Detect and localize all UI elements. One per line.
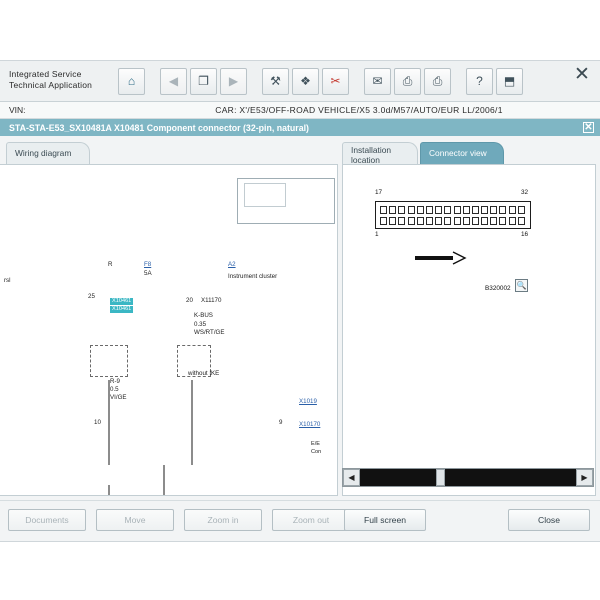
measure-icon: ⎙ (402, 73, 413, 88)
scrollbar-track[interactable] (360, 469, 576, 486)
minimize-button[interactable] (496, 68, 523, 95)
diagram-label-pin-9: 9 (279, 419, 283, 426)
pin (481, 217, 488, 225)
move-button[interactable]: Move (96, 509, 174, 531)
question-mark-icon: ? (476, 74, 483, 88)
diagram-label-ee: E/E (311, 441, 321, 447)
pin (509, 206, 516, 214)
pin (426, 217, 433, 225)
connector-view-horizontal-scrollbar[interactable] (342, 468, 594, 487)
diagram-label-instrument-cluster: Instrument cluster (228, 273, 278, 280)
envelope-icon: ✉ (372, 74, 383, 88)
wrench-icon: ⚒ (270, 74, 281, 88)
zoom-out-button[interactable]: Zoom out (272, 509, 350, 531)
zoom-in-button[interactable]: Zoom in (184, 509, 262, 531)
connector-pin-grid (375, 201, 531, 229)
car-description: CAR: X'/E53/OFF-ROAD VEHICLE/X5 3.0d/M57/AUTO/EUR LL/2006/1 (215, 105, 503, 115)
forward-icon: ▶ (228, 74, 239, 88)
diagram-label-f8[interactable]: F8 (144, 261, 152, 268)
back-icon: ◀ (168, 74, 179, 88)
document-title: STA-STA-E53_SX10481A X10481 Component connector (32-pin, natural) (9, 122, 309, 133)
tab-wiring-diagram[interactable] (6, 142, 90, 164)
app-title-line-1: Integrated Service (9, 69, 82, 79)
pin-number-top-left: 17 (375, 189, 383, 196)
connector-view-canvas[interactable] (342, 164, 596, 496)
footer-button-bar (0, 500, 600, 541)
pin (435, 206, 442, 214)
wiring-icon: ✂ (330, 74, 341, 88)
vehicle-info-bar (0, 102, 600, 119)
measure-button[interactable] (394, 68, 421, 95)
pin (472, 217, 479, 225)
diagram-label-5a: 5A (144, 270, 152, 277)
pin (398, 217, 405, 225)
document-title-bar (0, 119, 600, 136)
mail-button[interactable] (364, 68, 391, 95)
app-title-line-2: Technical Application (9, 80, 93, 90)
diagram-label-con: Con (311, 449, 322, 455)
pin (518, 206, 525, 214)
back-button[interactable] (160, 68, 187, 95)
pin (426, 206, 433, 214)
left-tab-row (0, 136, 338, 164)
wiring-diagram-pane (0, 136, 338, 518)
close-icon: ✕ (574, 64, 590, 85)
pin (389, 206, 396, 214)
pin (417, 217, 424, 225)
vin-label: VIN: (9, 105, 26, 115)
diagram-label-r9: R-9 (110, 378, 120, 385)
tab-connector-view-label: Connector view (429, 148, 487, 158)
diagram-label-a2[interactable]: A2 (228, 261, 236, 268)
minimize-icon: ⬒ (503, 74, 516, 88)
diagram-label-x10170[interactable]: X10170 (299, 421, 321, 428)
connector-chip-x10461-a[interactable]: X10461 (112, 298, 132, 304)
diagram-label-pin-25: 25 (88, 293, 95, 300)
pin (472, 206, 479, 214)
tab-connector-view[interactable] (420, 142, 504, 164)
pin (509, 217, 516, 225)
printer-icon: ⎙ (432, 73, 443, 88)
pin (481, 206, 488, 214)
application-title (0, 61, 118, 101)
diagram-label-r9-color: VI/GE (110, 394, 127, 401)
documents-footer-button[interactable]: Documents (8, 509, 86, 531)
connector-view-pane (338, 136, 600, 518)
help-button[interactable] (466, 68, 493, 95)
connector-pin-row-bottom (380, 217, 525, 225)
tab-wiring-diagram-label: Wiring diagram (15, 148, 72, 158)
diagram-label-pin-10: 10 (94, 419, 101, 426)
pin (444, 217, 451, 225)
scroll-right-arrow-icon[interactable]: ▶ (576, 469, 593, 486)
pin (435, 217, 442, 225)
wiring-diagram-drawing (0, 165, 337, 495)
print-button[interactable] (424, 68, 451, 95)
diagram-label-rsl: rsl (4, 277, 11, 284)
copy-button[interactable] (190, 68, 217, 95)
pin (518, 217, 525, 225)
tab-installation-location[interactable] (342, 142, 418, 164)
tab-installation-location-label-1: Installation (351, 145, 392, 155)
diagram-label-x11170: X11170 (201, 297, 222, 304)
diagram-thumbnail[interactable] (237, 178, 335, 224)
pin (490, 206, 497, 214)
documents-button[interactable] (292, 68, 319, 95)
tab-installation-location-label-2: location (351, 154, 380, 165)
pin (408, 217, 415, 225)
diagram-label-x1019[interactable]: X1019 (299, 398, 317, 405)
scroll-left-arrow-icon[interactable]: ◀ (343, 469, 360, 486)
diagram-label-kbus-color: WS/RT/GE (194, 329, 225, 336)
forward-button[interactable] (220, 68, 247, 95)
window-close-button[interactable] (568, 61, 596, 88)
pin (490, 217, 497, 225)
wiring-diagram-canvas[interactable] (0, 164, 338, 496)
documents-icon: ❖ (300, 74, 311, 88)
pin (444, 206, 451, 214)
pin-number-bottom-right: 16 (521, 231, 529, 238)
diagram-label-pin-20: 20 (186, 297, 193, 304)
diagram-label-kbus: K-BUS (194, 312, 213, 319)
pin (398, 206, 405, 214)
service-functions-button[interactable] (262, 68, 289, 95)
copy-icon: ❐ (198, 74, 209, 88)
application-window (0, 60, 600, 542)
toolbar (0, 61, 600, 102)
pin (380, 206, 387, 214)
content-area (0, 136, 600, 518)
diagram-label-r9-gauge: 0.5 (110, 386, 119, 393)
pin (499, 206, 506, 214)
diagram-label-without-ike: without IKE (188, 370, 220, 377)
pin (408, 206, 415, 214)
scrollbar-thumb[interactable] (436, 469, 445, 486)
connector-pin-row-top (380, 206, 525, 214)
full-screen-button[interactable]: Full screen (344, 509, 426, 531)
thumbnail-viewport-box (244, 183, 286, 207)
pin (417, 206, 424, 214)
home-icon: ⌂ (127, 74, 136, 88)
home-button[interactable] (118, 68, 145, 95)
diagram-label-kbus-gauge: 0.35 (194, 321, 207, 328)
pin (389, 217, 396, 225)
pin (454, 217, 461, 225)
pin-number-top-right: 32 (521, 189, 529, 196)
pin (499, 217, 506, 225)
pin (380, 217, 387, 225)
connector-part-number: B320002 (485, 285, 511, 292)
diagram-label-r: R (108, 261, 113, 268)
pin-number-bottom-left: 1 (375, 231, 379, 238)
connector-chip-x10461-b[interactable]: X10461 (112, 306, 132, 312)
wiring-diagram-button[interactable] (322, 68, 349, 95)
magnifier-icon[interactable]: 🔍 (516, 281, 527, 290)
pin (454, 206, 461, 214)
toolbar-button-group (118, 61, 568, 101)
right-tab-row (338, 136, 600, 164)
pin (463, 217, 470, 225)
document-close-icon[interactable]: ✕ (584, 122, 593, 133)
close-button[interactable]: Close (508, 509, 590, 531)
connector-orientation-marker (415, 251, 469, 265)
fuse-component-box[interactable] (90, 345, 128, 377)
pin (463, 206, 470, 214)
